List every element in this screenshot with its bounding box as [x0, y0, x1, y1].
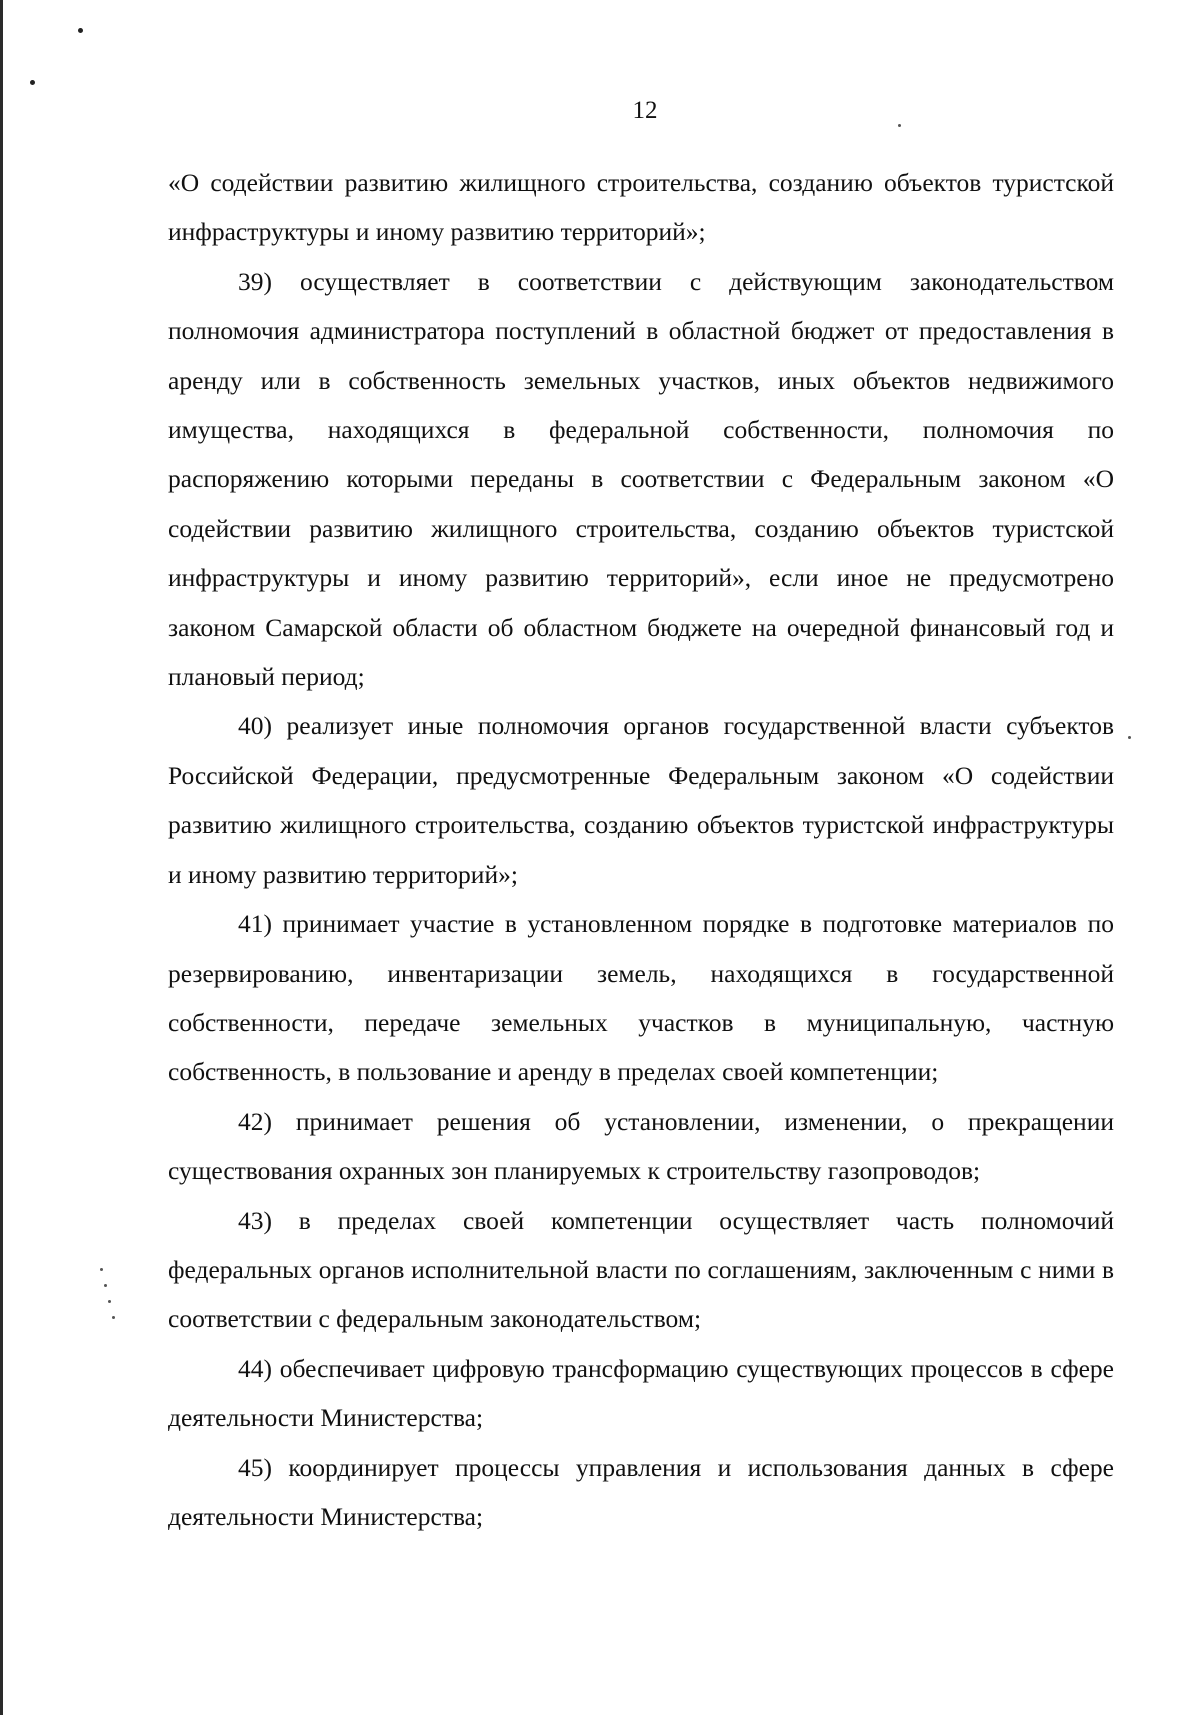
scan-speck — [1128, 736, 1131, 739]
paragraph-38-continuation: «О содействии развитию жилищного строительства, созданию объектов туристской инфраструктуры и иному развитию территорий»; — [168, 168, 1114, 247]
scan-speck — [112, 1316, 115, 1319]
scan-speck — [100, 1268, 103, 1271]
paragraph-41: 41) принимает участие в установленном порядке в подготовке материалов по резервированию, инвентаризации земель, находящихся в государственной собственности, передаче земельных участков в муниципальную, частную собственность, в пользование и аренду в пределах своей компетенции; — [168, 909, 1114, 1087]
paragraph-45: 45) координирует процессы управления и использования данных в сфере деятельности Министерства; — [168, 1452, 1114, 1531]
scan-speck — [30, 80, 35, 85]
document-body — [168, 158, 1114, 1541]
scan-speck — [104, 1284, 107, 1287]
scan-speck — [78, 28, 83, 33]
scan-left-edge — [0, 0, 3, 1715]
paragraph-44: 44) обеспечивает цифровую трансформацию существующих процессов в сфере деятельности Министерства; — [168, 1353, 1114, 1433]
page-number: 12 — [632, 97, 658, 124]
paragraph-40: 40) реализует иные полномочия органов государственной власти субъектов Российской Федерации, предусмотренные Федеральным законом «О содействии развитию жилищного строительства, созданию объектов туристской инфраструктуры и иному развитию территорий»; — [168, 711, 1114, 889]
paragraph-39: 39) осуществляет в соответствии с действующим законодательством полномочия администратора поступлений в областной бюджет от предоставления в аренду или в собственность земельных участков, иных объектов недвижимого имущества, находящихся в федеральной собственности, полномочия по распоряжению которыми переданы в соответствии с Федеральным законом «О содействии развитию жилищного строительства, созданию объектов туристской инфраструктуры и иному развитию территорий», если иное не предусмотрено законом Самарской области об областном бюджете на очередной финансовый год и плановый период; — [168, 266, 1114, 692]
paragraph-42: 42) принимает решения об установлении, изменении, о прекращении существования охранных зон планируемых к строительству газопроводов; — [168, 1106, 1114, 1186]
scan-speck — [898, 124, 901, 127]
scan-speck — [108, 1300, 111, 1303]
paragraph-43: 43) в пределах своей компетенции осуществляет часть полномочий федеральных органов исполнительной власти по соглашениям, заключенным с ними в соответствии с федеральным законодательством; — [168, 1205, 1114, 1334]
